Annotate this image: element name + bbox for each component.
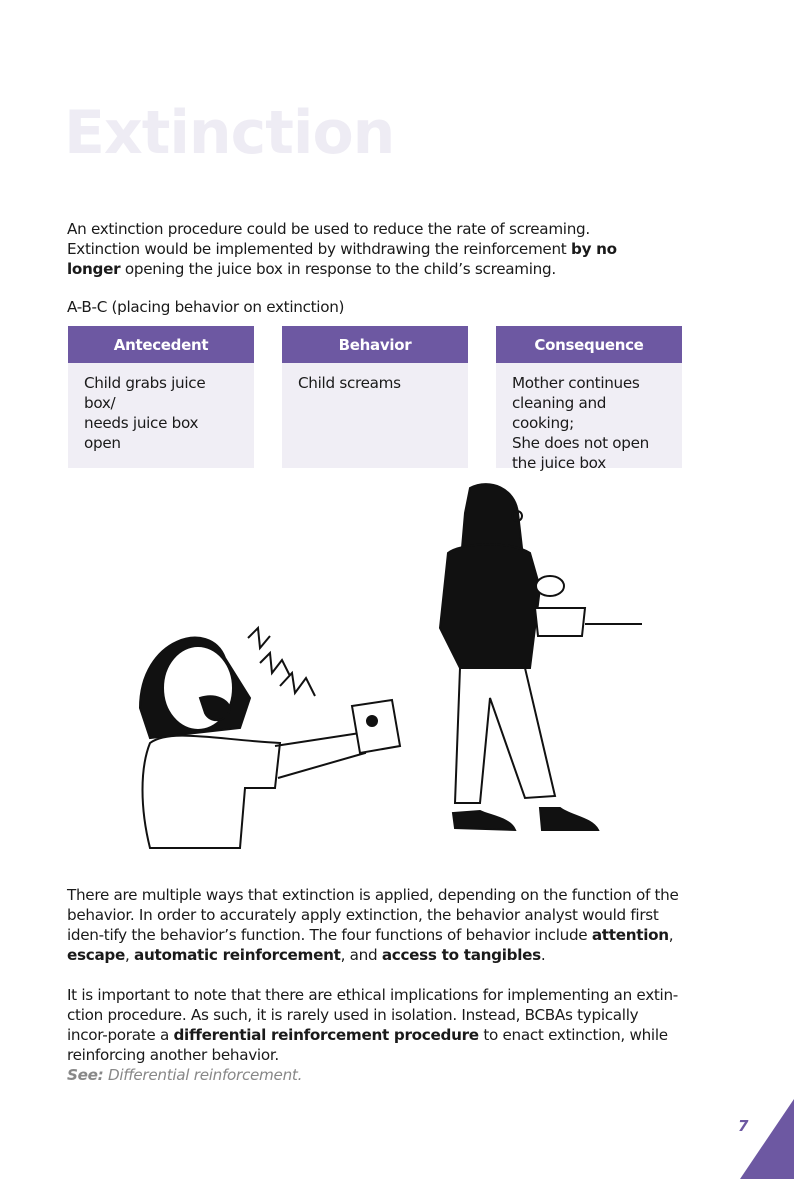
see-label: See: (67, 1066, 104, 1084)
card-consequence (496, 326, 682, 472)
text: , and (340, 946, 382, 964)
text: . (540, 946, 546, 964)
intro-bold: by no longer (67, 240, 617, 278)
mother-figure (440, 484, 642, 830)
functions-paragraph (67, 885, 682, 965)
text: It is important to note that there are ethical implications for implementing an extin-ction procedure. As such, it is rarely used in isolation. Instead, BCBAs typically incor-porate a (67, 986, 678, 1044)
bold-escape: escape (67, 946, 125, 964)
bold-access-to-tangibles: access to tangibles (381, 946, 541, 964)
card-header: Antecedent (68, 326, 254, 363)
intro-text-end: opening the juice box in response to the child’s screaming. (120, 260, 556, 278)
corner-triangle-decoration (740, 1099, 794, 1179)
card-body: Child grabs juice box/ needs juice box open (84, 374, 206, 452)
card-body: Mother continues cleaning and cooking; She does not open the juice box (512, 374, 649, 472)
bold-differential-reinforcement: differential reinforcement procedure (173, 1026, 479, 1044)
child-figure (140, 628, 400, 848)
text: , (668, 926, 674, 944)
card-body: Child screams (298, 374, 401, 392)
see-also[interactable] (67, 1066, 302, 1084)
card-header: Consequence (496, 326, 682, 363)
bold-automatic-reinforcement: automatic reinforcement (134, 946, 341, 964)
bold-attention: attention (591, 926, 669, 944)
card-header: Behavior (282, 326, 468, 363)
text: There are multiple ways that extinction is applied, depending on the function of the behavior. In order to accurately apply extinction, the behavior analyst would first iden-tify the behavior’s function. The four functions of behavior include (67, 886, 679, 944)
text: , (124, 946, 135, 964)
card-behavior (282, 326, 468, 468)
page-title: Extinction (64, 98, 395, 168)
ethics-paragraph (67, 985, 682, 1085)
illustration-child-screaming-mother-cooking (130, 478, 650, 858)
see-link[interactable]: Differential reinforcement. (103, 1066, 303, 1084)
abc-label: A-B-C (placing behavior on extinction) (67, 298, 345, 316)
card-antecedent (68, 326, 254, 468)
intro-paragraph (67, 219, 667, 279)
text: to enact extinction, while reinforcing another behavior. (67, 1026, 668, 1064)
page-number: 7 (738, 1117, 749, 1135)
intro-text: An extinction procedure could be used to reduce the rate of screaming. Extinction would be implemented by withdrawing the reinforcement (67, 220, 590, 258)
